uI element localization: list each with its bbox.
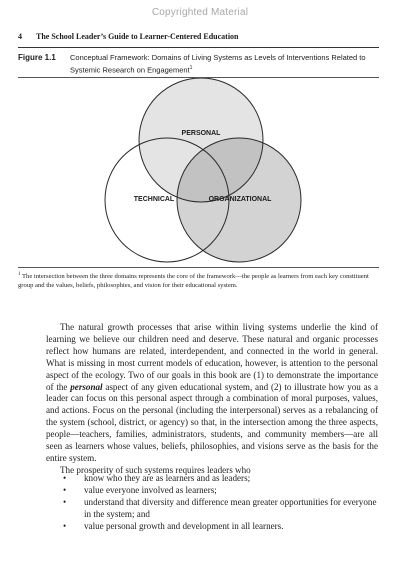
figure-footnote: [18, 271, 379, 290]
footnote-text: The intersection between the three domains represents the core of the framework—the people as learners from each key constituent group and the values, beliefs, philosophies, and vision for their educational system.: [18, 273, 369, 289]
paragraph-prosperity: The prosperity of such systems requires leaders who: [60, 464, 251, 475]
venn-label-organizational: ORGANIZATIONAL: [208, 196, 272, 203]
list-item-text: understand that diversity and difference mean greater opportunities for everyone in the system; and: [84, 496, 377, 519]
body-text: [46, 322, 378, 477]
list-item: [46, 497, 378, 521]
paragraph-natural-growth: [46, 322, 378, 465]
list-item-text: value everyone involved as learners;: [84, 484, 217, 495]
list-item: [46, 521, 378, 533]
bullet-icon: •: [63, 484, 67, 495]
emphasis-personal: personal: [70, 381, 103, 392]
venn-label-technical: TECHNICAL: [133, 196, 175, 203]
running-head: The School Leader’s Guide to Learner-Centered Education: [36, 32, 239, 41]
figure-caption-text: Conceptual Framework: Domains of Living Systems as Levels of Interventions Related to Systemic Research on Engagement: [70, 53, 366, 75]
bullet-icon: •: [63, 496, 67, 507]
bullet-icon: •: [63, 520, 67, 531]
page-number: 4: [18, 32, 22, 41]
list-item: [46, 485, 378, 497]
venn-diagram: [18, 78, 379, 267]
paragraph-text-b: aspect of any given educational system, and (2) to illustrate how you as a leader can focus on this personal aspect through a combination of moral purposes, values, and actions. Focus on the personal (including the interpersonal) serves as a rebalancing of the system (school, district, or agency) so that, in the intersection among the three aspects, people—teachers, families, administrators, students, and community members—are all seen as learners whose values, beliefs, philosophies, and visions serve as the basis for the entire system.: [46, 381, 378, 463]
figure-caption-marker: 1: [189, 65, 193, 71]
bullet-icon: •: [63, 473, 67, 483]
figure-bottom-rule: [18, 267, 379, 268]
venn-label-personal: PERSONAL: [181, 130, 221, 137]
list-item: [46, 473, 378, 485]
paragraph-text-a: The natural growth processes that arise within living systems underlie the kind of learning we believe our children need and deserve. These natural and organic processes reflect how humans are related, interdependent, and connected in the world in general. What is missing in most current models of education, however, is attention to the personal aspect of the ecology. Two of our goals in this book are (1) to demonstrate the importance of the: [46, 322, 378, 392]
list-item-text: value personal growth and development in all learners.: [84, 520, 284, 531]
list-item-text: know who they are as learners and as leaders;: [84, 473, 251, 483]
footnote-marker: 1: [18, 272, 21, 277]
figure-caption: [70, 53, 370, 76]
leader-qualities-list: [46, 473, 378, 533]
figure-label: Figure 1.1: [18, 53, 56, 62]
copyright-watermark: Copyrighted Material: [151, 7, 249, 18]
header-rule: [18, 47, 379, 48]
